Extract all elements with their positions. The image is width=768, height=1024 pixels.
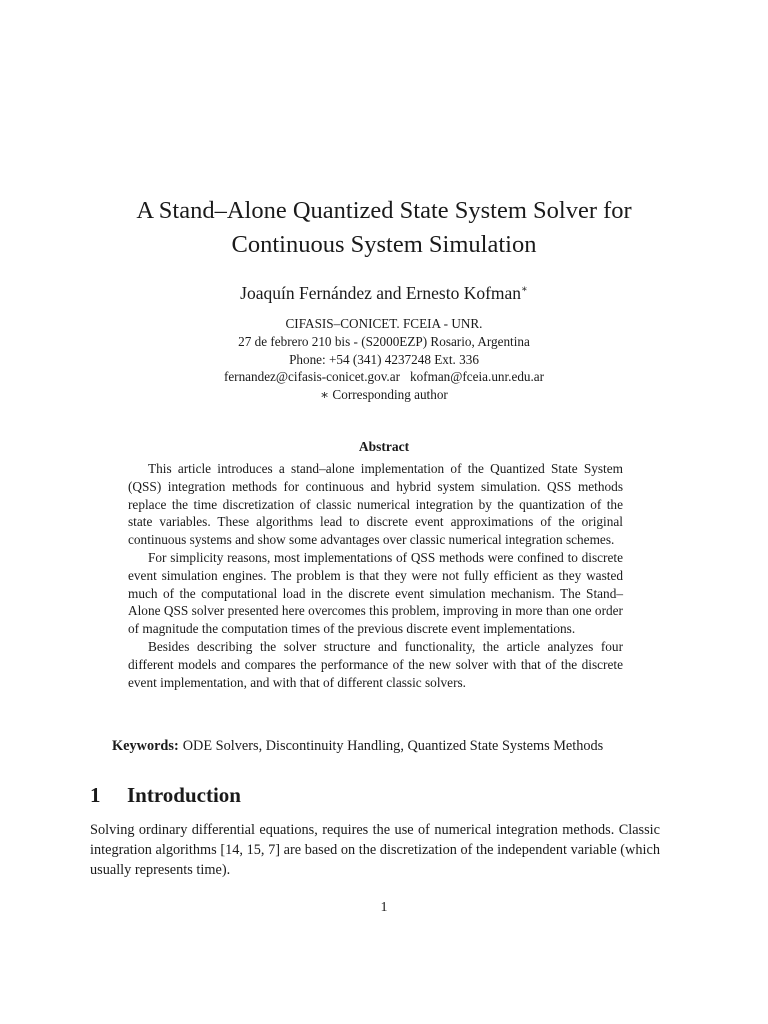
corresponding-author-mark: ∗ <box>521 284 528 295</box>
affiliation-block <box>0 315 768 404</box>
page-number: 1 <box>380 900 388 915</box>
section-title: Introduction <box>127 783 241 807</box>
introduction-body <box>90 820 660 880</box>
email-fernandez: fernandez@cifasis-conicet.gov.ar <box>223 369 400 385</box>
corresponding-author-note: ∗ Corresponding author <box>320 387 448 403</box>
abstract-body <box>128 460 623 691</box>
section-number: 1 <box>90 783 101 807</box>
keywords <box>112 736 672 756</box>
address: 27 de febrero 210 bis - (S2000EZP) Rosario, Argentina <box>238 333 530 349</box>
keywords-text: ODE Solvers, Discontinuity Handling, Quantized State Systems Methods <box>182 738 604 754</box>
title-line-1: A Stand–Alone Quantized State System Solver for <box>136 197 632 224</box>
phone: Phone: +54 (341) 4237248 Ext. 336 <box>289 351 479 367</box>
section-heading-introduction <box>90 780 241 810</box>
abstract-paragraph: Besides describing the solver structure and functionality, the article analyzes four different models and compares the performance of the new solver with that of the discrete event implementation, and with that of different classic solvers. <box>128 638 623 690</box>
introduction-paragraph: Solving ordinary differential equations, requires the use of numerical integration methods. Classic integration algorithms [14, 15, 7] are based on the discretization of the independent variable (which usually represents time). <box>90 822 660 878</box>
email-line <box>0 368 768 386</box>
authors-text: Joaquín Fernández and Ernesto Kofman <box>240 282 522 303</box>
title-line-2: Continuous System Simulation <box>231 231 537 258</box>
abstract-heading: Abstract <box>358 439 410 454</box>
abstract-paragraph: For simplicity reasons, most implementations of QSS methods were confined to discrete event simulation engines. The problem is that they were not fully efficient as they wasted much of the computational load in the discrete event simulation mechanism. The Stand–Alone QSS solver presented here overcomes this problem, improving in more than one order of magnitude the computation times of the previous discrete event implementations. <box>128 549 623 637</box>
author-list <box>0 278 768 305</box>
keywords-label: Keywords: <box>112 738 179 754</box>
abstract-paragraph: This article introduces a stand–alone implementation of the Quantized State System (QSS) integration methods for continuous and hybrid system simulation. QSS methods replace the time discretization of classic numerical integration by the quantization of the state variables. These algorithms lead to discrete event approximations of the original continuous systems and show some advantages over classic numerical integration schemes. <box>128 461 623 548</box>
institution: CIFASIS–CONICET. FCEIA - UNR. <box>285 316 483 331</box>
paper-title <box>60 194 708 262</box>
email-kofman: kofman@fceia.unr.edu.ar <box>409 369 545 385</box>
